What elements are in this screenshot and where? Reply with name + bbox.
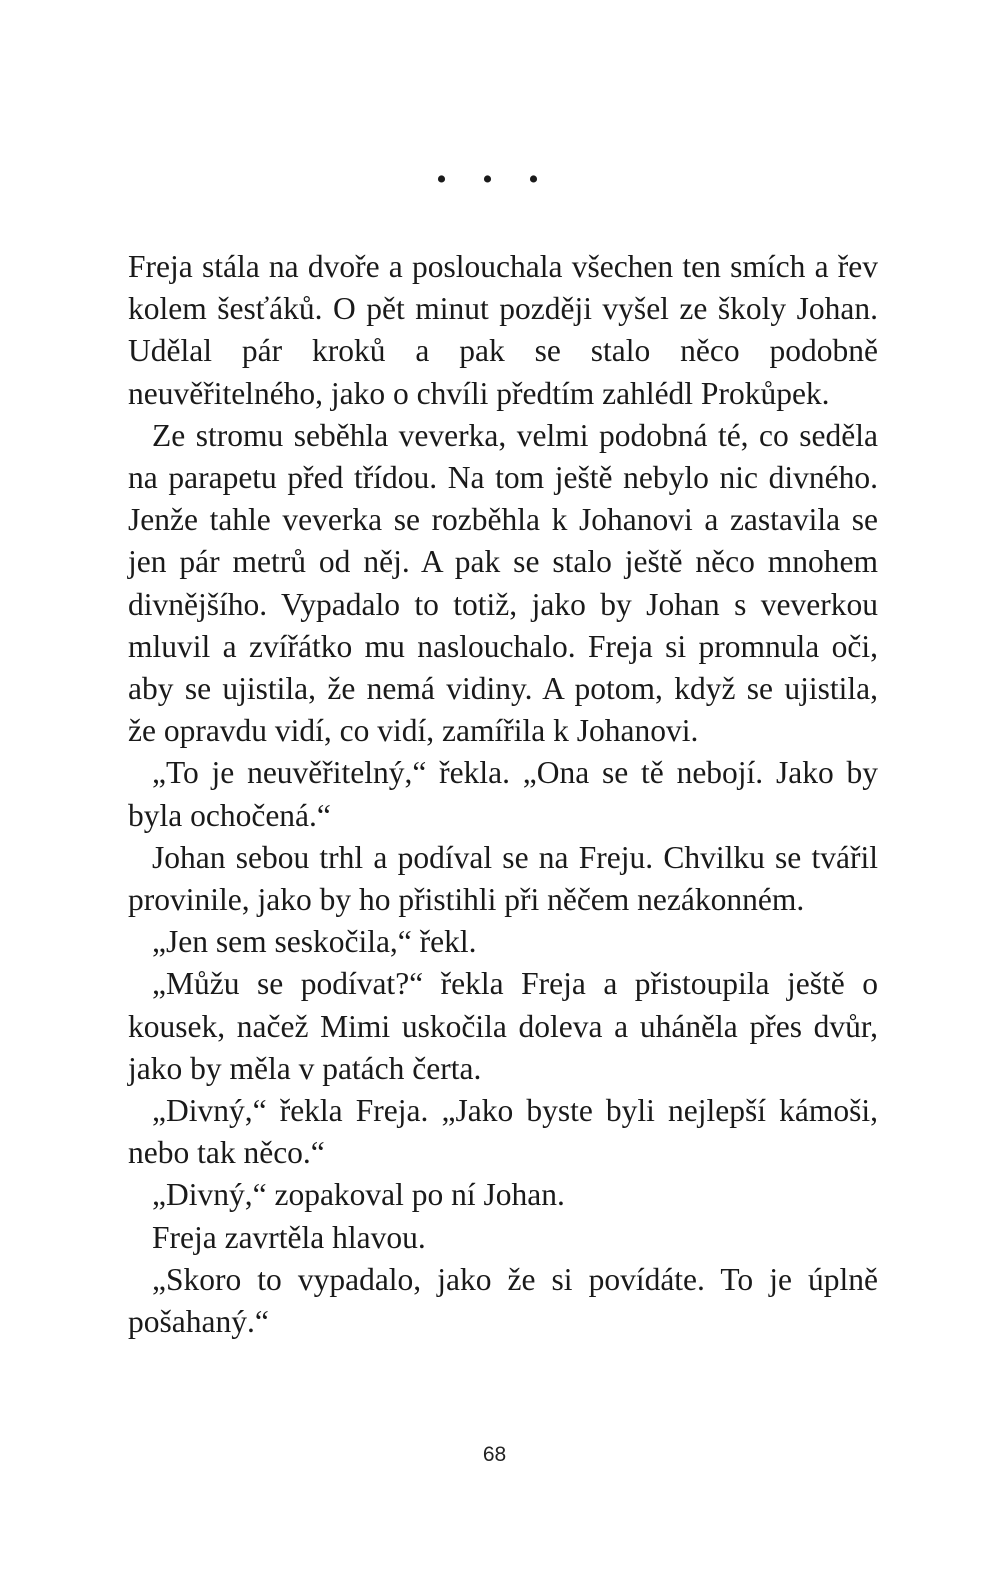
body-text (128, 246, 878, 1343)
paragraph: „Divný,“ řekla Freja. „Jako byste byli nejlepší kámoši, nebo tak něco.“ (128, 1093, 878, 1171)
paragraph: Freja zavrtěla hlavou. (152, 1219, 426, 1255)
paragraph: „To je neuvěřitelný,“ řekla. „Ona se tě nebojí. Jako by byla ochočená.“ (128, 755, 878, 833)
paragraph: Johan sebou trhl a podíval se na Freju. Chvilku se tvářil provinile, jako by ho přistihli při něčem nezákonném. (128, 839, 878, 918)
paragraph: „Jen sem seskočila,“ řekl. (152, 924, 477, 960)
paragraph: Ze stromu seběhla veverka, velmi podobná té, co seděla na parapetu před třídou. Na tom ještě nebylo nic divného. Jenže tahle veverka se rozběhla k Johanovi a zastavila se jen pár metrů od něj. A pak se stalo ještě něco mnohem divnějšího. Vypadalo to totiž, jako by Johan s veverkou mluvil a zvířátko mu naslouchalo. Freja si promnula oči, aby se ujistila, že nemá vidiny. A potom, když se ujistila, že opravdu vidí, co vidí, zamířila k Johanovi. (128, 417, 878, 749)
paragraph: Freja stála na dvoře a poslouchala všechen ten smích a řev kolem šesťáků. O pět minut později vyšel ze školy Johan. Udělal pár kroků a pak se stalo něco podobně neuvěřitelného, jako o chvíli předtím zahlédl Prokůpek. (128, 249, 878, 411)
paragraph: „Skoro to vypadalo, jako že si povídáte. To je úplně pošahaný.“ (128, 1261, 878, 1340)
paragraph: „Divný,“ zopakoval po ní Johan. (152, 1177, 565, 1213)
paragraph: „Můžu se podívat?“ řekla Freja a přistoupila ještě o kousek, načež Mimi uskočila doleva a uháněla přes dvůr, jako by měla v patách čerta. (128, 966, 878, 1086)
section-separator: • • • (436, 163, 553, 196)
page-number: 68 (482, 1443, 507, 1466)
